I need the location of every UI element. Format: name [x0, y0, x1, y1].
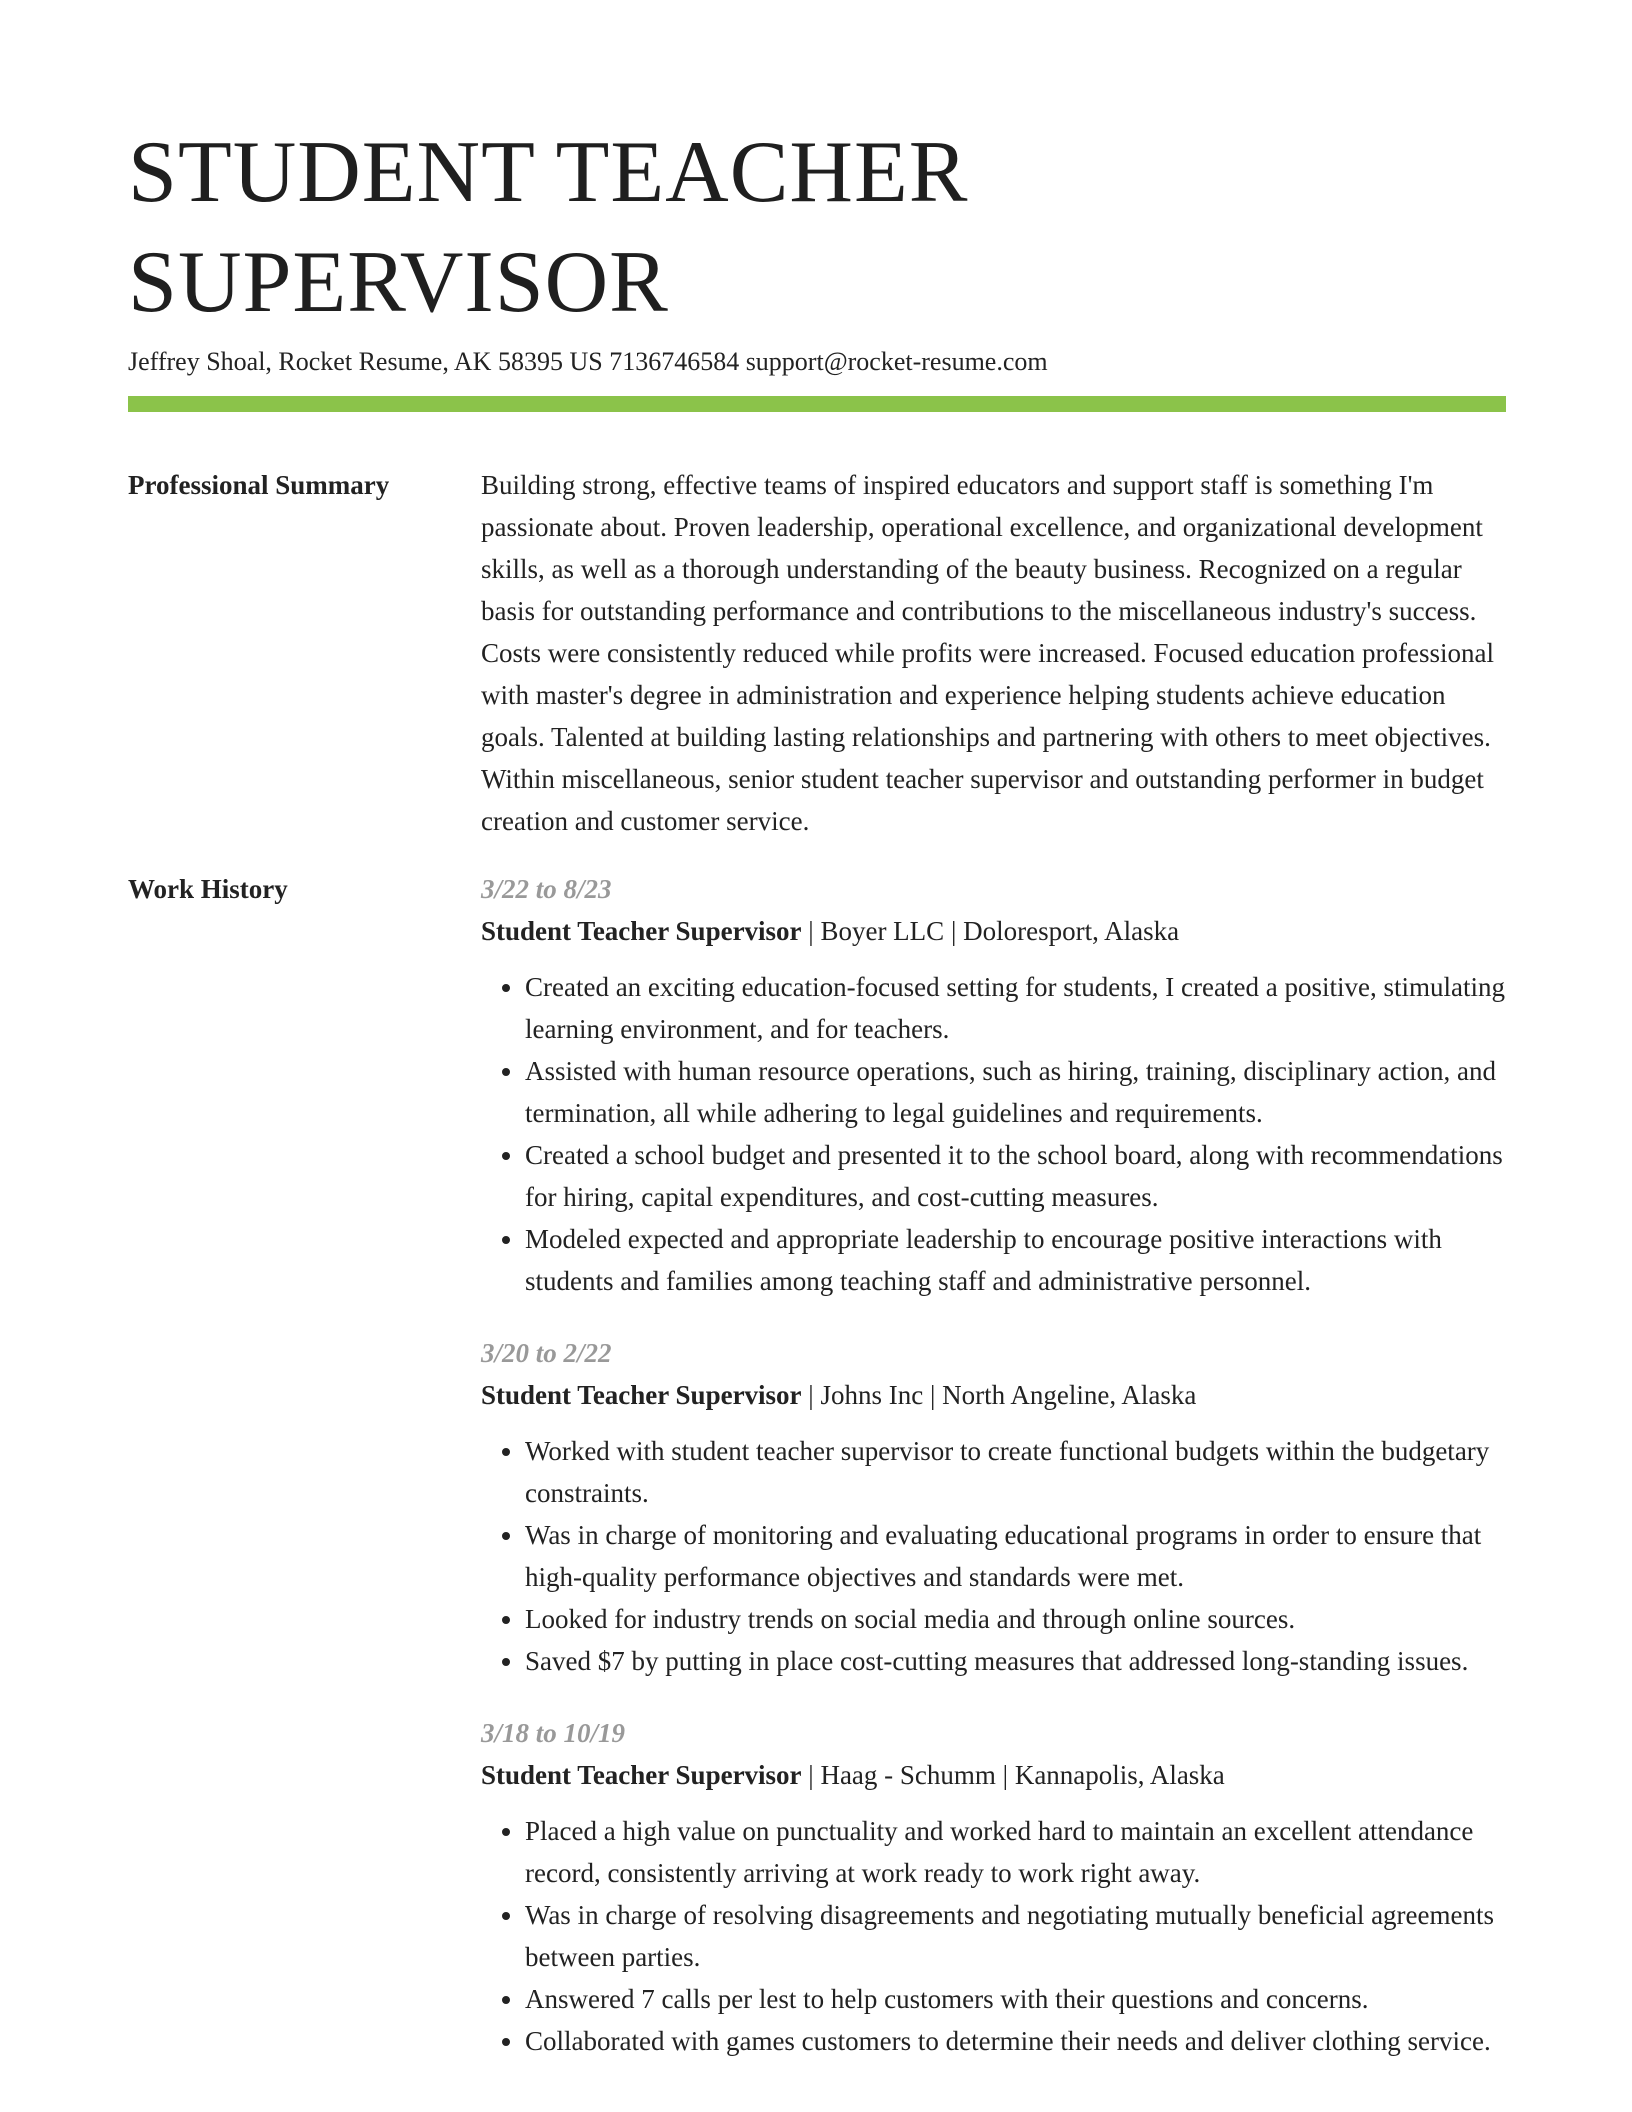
- job-separator: |: [801, 1380, 821, 1410]
- job-dates: 3/22 to 8/23: [481, 874, 612, 904]
- job-dates: 3/18 to 10/19: [481, 1718, 626, 1748]
- job-bullets: [481, 966, 1506, 1302]
- job-entry: [481, 1712, 1506, 2062]
- work-history-section: [128, 868, 1506, 2062]
- resume-page: [128, 118, 1506, 2062]
- job-bullet: • Placed a high value on punctuality and worked hard to maintain an excellent attendance record, consistently arriving at work ready to work right away.: [525, 1810, 1506, 1894]
- job-separator: |: [801, 916, 821, 946]
- contact-line: Jeffrey Shoal, Rocket Resume, AK 58395 US 7136746584 support@rocket-resume.com: [128, 347, 1048, 376]
- job-location: North Angeline, Alaska: [942, 1380, 1197, 1410]
- job-separator: |: [995, 1760, 1015, 1790]
- job-bullet: • Collaborated with games customers to determine their needs and deliver clothing service.: [525, 2020, 1506, 2062]
- job-bullet: • Worked with student teacher supervisor to create functional budgets within the budgetary constraints.: [525, 1430, 1506, 1514]
- job-title: Student Teacher Supervisor: [481, 916, 802, 946]
- job-dates: 3/20 to 2/22: [481, 1338, 612, 1368]
- job-heading: [481, 910, 1506, 952]
- job-title: Student Teacher Supervisor: [481, 1760, 802, 1790]
- header-divider: [128, 396, 1506, 412]
- section-label-summary: Professional Summary: [128, 470, 390, 500]
- summary-text: Building strong, effective teams of inspired educators and support staff is something I'm passionate about. Proven leadership, operational excellence, and organizational development skills, as well as a thorough understanding of the beauty business. Recognized on a regular basis for outstanding performance and contributions to the miscellaneous industry's success. Costs were consistently reduced while profits were increased. Focused education professional with master's degree in administration and experience helping students achieve education goals. Talented at building lasting relationships and partnering with others to meet objectives. Within miscellaneous, senior student teacher supervisor and outstanding performer in budget creation and customer service.: [481, 470, 1494, 836]
- summary-body: [481, 464, 1506, 842]
- job-heading: [481, 1754, 1506, 1796]
- job-title: Student Teacher Supervisor: [481, 1380, 802, 1410]
- job-company: Boyer LLC: [820, 916, 945, 946]
- work-history-body: [481, 868, 1506, 2062]
- job-heading: [481, 1374, 1506, 1416]
- job-bullet: • Modeled expected and appropriate leadership to encourage positive interactions with students and families among teaching staff and administrative personnel.: [525, 1218, 1506, 1302]
- job-entry: [481, 868, 1506, 1302]
- job-bullets: [481, 1430, 1506, 1682]
- job-bullet: • Looked for industry trends on social media and through online sources.: [525, 1598, 1506, 1640]
- job-bullet: • Was in charge of resolving disagreements and negotiating mutually beneficial agreements between parties.: [525, 1894, 1506, 1978]
- job-separator: |: [801, 1760, 821, 1790]
- job-bullet: • Answered 7 calls per lest to help customers with their questions and concerns.: [525, 1978, 1506, 2020]
- summary-section: [128, 464, 1506, 842]
- job-bullet: • Saved $7 by putting in place cost-cutting measures that addressed long-standing issues.: [525, 1640, 1506, 1682]
- job-bullet: • Assisted with human resource operations, such as hiring, training, disciplinary action, and termination, all while adhering to legal guidelines and requirements.: [525, 1050, 1506, 1134]
- job-separator: |: [923, 1380, 943, 1410]
- job-separator: |: [944, 916, 964, 946]
- job-company: Johns Inc: [820, 1380, 924, 1410]
- job-location: Kannapolis, Alaska: [1014, 1760, 1225, 1790]
- job-company: Haag - Schumm: [820, 1760, 996, 1790]
- section-label-work-history: Work History: [128, 874, 288, 904]
- job-entry: [481, 1332, 1506, 1682]
- job-bullet: • Was in charge of monitoring and evaluating educational programs in order to ensure that high-quality performance objectives and standards were met.: [525, 1514, 1506, 1598]
- job-location: Doloresport, Alaska: [963, 916, 1180, 946]
- job-bullet: • Created an exciting education-focused setting for students, I created a positive, stimulating learning environment, and for teachers.: [525, 966, 1506, 1050]
- job-bullet: • Created a school budget and presented it to the school board, along with recommendations for hiring, capital expenditures, and cost-cutting measures.: [525, 1134, 1506, 1218]
- job-bullets: [481, 1810, 1506, 2062]
- resume-title: STUDENT TEACHER SUPERVISOR: [128, 124, 969, 331]
